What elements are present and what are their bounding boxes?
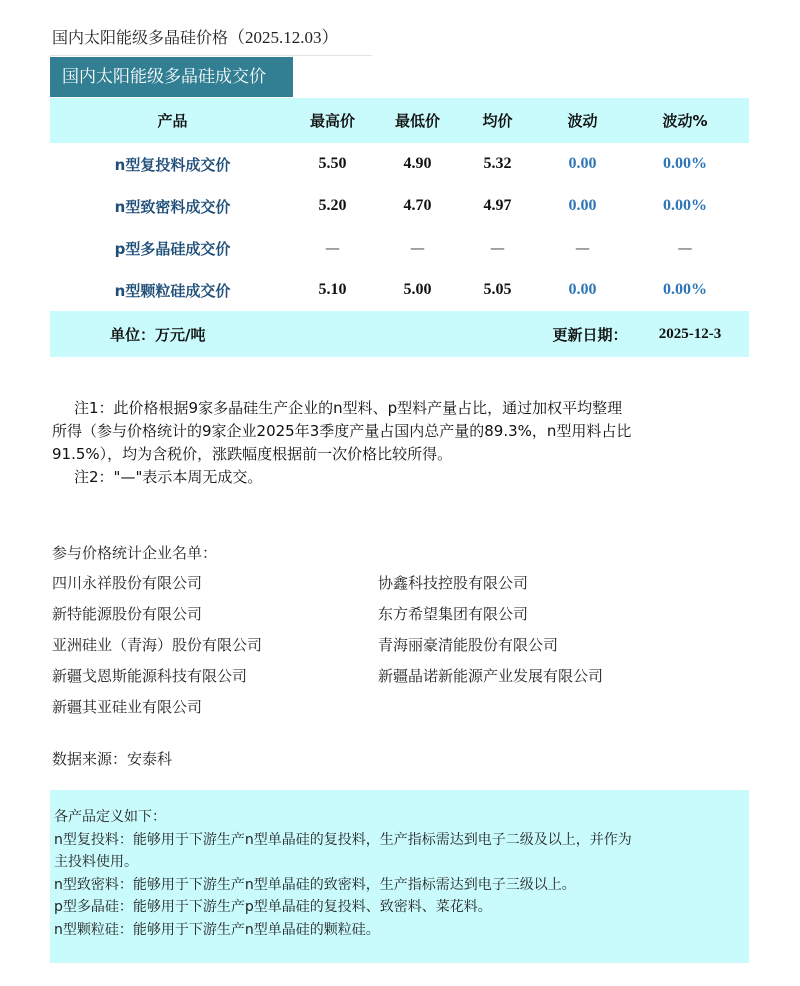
- high-price: 5.50: [318, 155, 347, 172]
- company-list-heading: 参与价格统计企业名单：: [52, 544, 218, 562]
- avg-price: —: [490, 239, 505, 257]
- avg-price: 4.97: [483, 197, 512, 214]
- table-row: [50, 227, 749, 269]
- avg-price: 5.05: [483, 281, 512, 298]
- note-1-line-3: 91.5%），均为含税价，涨跌幅度根据前一次价格比较所得。: [52, 445, 453, 463]
- definition-line: n型致密料：能够用于下游生产n型单晶硅的致密料，生产指标需达到电子三级以上。: [54, 876, 576, 893]
- high-price: 5.20: [318, 197, 347, 214]
- table-footer-row: [50, 311, 749, 357]
- col-header-change: 波动: [567, 112, 598, 130]
- high-price: —: [325, 239, 340, 257]
- col-header-high: 最高价: [309, 112, 355, 130]
- definition-line: 主投料使用。: [54, 854, 138, 870]
- product-name: n型复投料成交价: [114, 155, 231, 174]
- page-title-text: 国内太阳能级多晶硅价格: [52, 28, 229, 47]
- company-item: 亚洲硅业（青海）股份有限公司: [52, 636, 263, 654]
- price-change-pct: 0.00%: [663, 197, 707, 214]
- company-item: 四川永祥股份有限公司: [52, 574, 203, 592]
- price-table: [50, 98, 749, 357]
- high-price: 5.10: [318, 281, 347, 298]
- update-date-label: 更新日期：: [552, 325, 628, 344]
- price-change: 0.00: [568, 281, 597, 298]
- definitions-box: [50, 790, 749, 963]
- low-price: —: [410, 239, 425, 257]
- company-item: 青海丽豪清能股份有限公司: [378, 636, 559, 654]
- company-item: 东方希望集团有限公司: [378, 605, 529, 623]
- low-price: 4.90: [403, 155, 432, 172]
- definition-line: p型多晶硅：能够用于下游生产p型单晶硅的复投料、致密料、菜花料。: [54, 899, 492, 915]
- col-header-product: 产品: [157, 112, 188, 130]
- company-item: 新特能源股份有限公司: [52, 605, 203, 623]
- note-2: 注2："—"表示本周无成交。: [74, 468, 263, 486]
- col-header-change-pct: 波动%: [662, 112, 708, 130]
- page-title-date: （2025.12.03）: [228, 28, 339, 47]
- note-1-line-2: 所得（参与价格统计的9家企业2025年3季度产量占国内总产量的89.3%，n型用料占比: [52, 422, 632, 440]
- company-grid: [52, 572, 752, 718]
- price-change: 0.00: [568, 155, 597, 172]
- unit-label: 单位：万元/吨: [110, 325, 206, 344]
- low-price: 4.70: [403, 197, 432, 214]
- company-item: 协鑫科技控股有限公司: [378, 574, 529, 592]
- company-list-section: [52, 542, 752, 718]
- page-title: [52, 23, 339, 48]
- data-source: 数据来源：安泰科: [52, 750, 173, 768]
- definition-line: n型复投料：能够用于下游生产n型单晶硅的复投料，生产指标需达到电子二级及以上，并作为: [54, 831, 632, 848]
- price-change: —: [575, 239, 590, 257]
- table-header-row: [50, 98, 749, 143]
- product-name: n型颗粒硅成交价: [114, 281, 231, 300]
- note-1-line-1: 注1：此价格根据9家多晶硅生产企业的n型料、p型料产量占比，通过加权平均整理: [74, 399, 623, 417]
- price-change-pct: 0.00%: [663, 155, 707, 172]
- low-price: 5.00: [403, 281, 432, 298]
- company-item: 新疆戈恩斯能源科技有限公司: [52, 667, 248, 685]
- notes-section: [52, 397, 752, 489]
- col-header-low: 最低价: [394, 112, 440, 130]
- table-row: [50, 185, 749, 227]
- table-row: [50, 143, 749, 185]
- definition-line: n型颗粒硅：能够用于下游生产n型单晶硅的颗粒硅。: [54, 921, 380, 938]
- price-change-pct: 0.00%: [663, 281, 707, 298]
- avg-price: 5.32: [483, 155, 512, 172]
- table-row: [50, 269, 749, 311]
- price-change-pct: —: [677, 239, 693, 257]
- price-change: 0.00: [568, 197, 597, 214]
- company-item: 新疆晶诺新能源产业发展有限公司: [378, 667, 604, 685]
- company-item: 新疆其亚硅业有限公司: [52, 698, 203, 716]
- col-header-avg: 均价: [482, 112, 513, 130]
- section-band-title: 国内太阳能级多晶硅成交价: [50, 57, 293, 97]
- update-date-value: 2025-12-3: [658, 325, 722, 342]
- definitions-heading: 各产品定义如下：: [54, 809, 166, 825]
- title-divider: [50, 55, 372, 56]
- product-name: p型多晶硅成交价: [114, 239, 231, 258]
- product-name: n型致密料成交价: [114, 197, 231, 216]
